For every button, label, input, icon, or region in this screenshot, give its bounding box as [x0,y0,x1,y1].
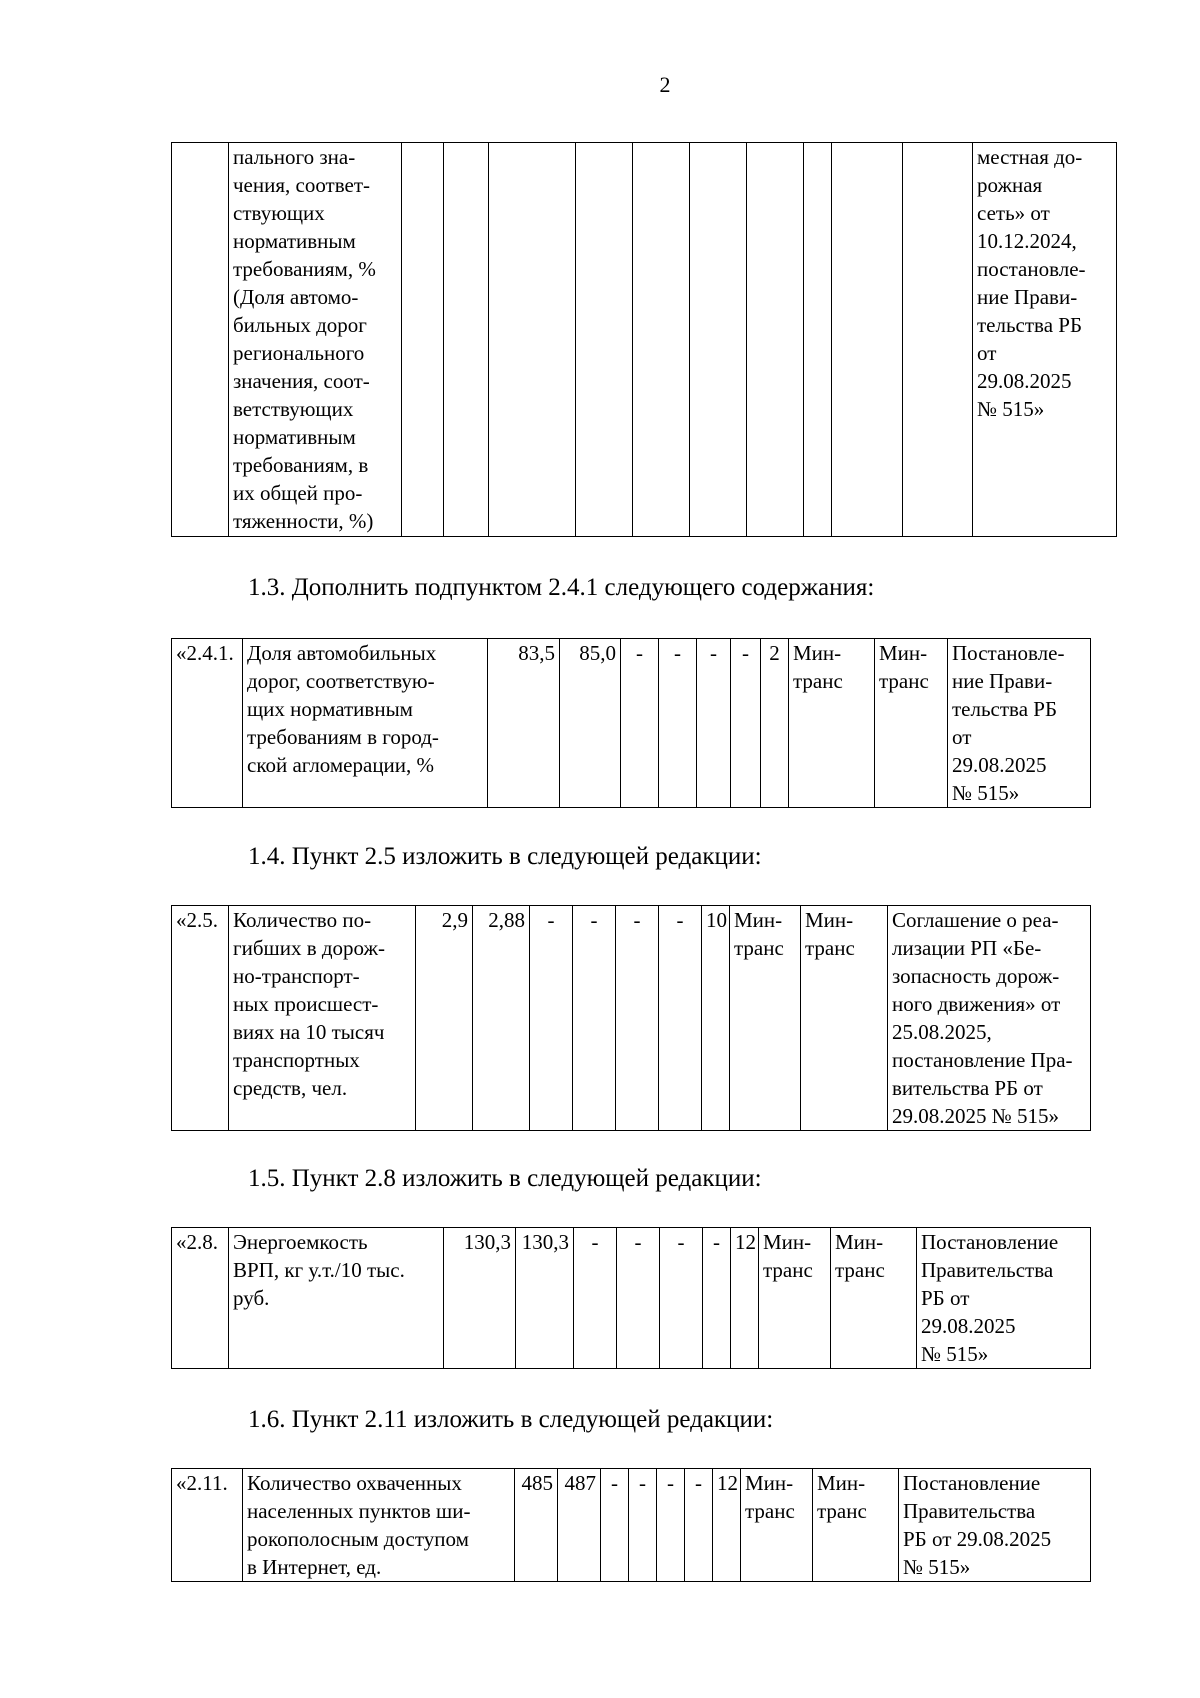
cell-source: Постановле- ние Прави- тельства РБ от 29.08.2025 № 515» [948,639,1091,808]
section-heading-1-5: 1.5. Пункт 2.8 изложить в следующей редакции: [248,1165,762,1192]
cell-value-2: 85,0 [560,639,621,808]
cell-empty [576,143,633,537]
cell-responsible-1: Мин- транс [789,639,875,808]
section-heading-1-4: 1.4. Пункт 2.5 изложить в следующей редакции: [248,843,762,870]
cell-dash: - [629,1469,657,1582]
cell-empty [832,143,903,537]
cell-value-1: 83,5 [488,639,560,808]
table-row [172,143,1117,537]
cell-empty [444,143,489,537]
cell-dash: - [703,1228,731,1369]
cell-code: 10 [702,906,730,1131]
cell-dash: - [621,639,659,808]
table-row [172,1469,1091,1582]
cell-empty [633,143,690,537]
cell-code: 12 [713,1469,741,1582]
table-continuation [171,142,1117,537]
cell-indicator: Количество охваченных населенных пунктов ши- рокополосным доступом в Интернет, ед. [243,1469,515,1582]
cell-num: «2.5. [172,906,229,1131]
cell-value-2: 2,88 [473,906,530,1131]
cell-responsible-2: Мин- транс [875,639,948,808]
table-row [172,1228,1091,1369]
cell-dash: - [697,639,731,808]
cell-source: Соглашение о реа- лизации РП «Бе- зопасность дорож- ного движения» от 25.08.2025, постановление Пра- вительства РБ от 29.08.2025 № 515» [888,906,1091,1131]
cell-empty [747,143,804,537]
cell-source: местная до- рожная сеть» от 10.12.2024, постановле- ние Прави- тельства РБ от 29.08.2025 № 515» [973,143,1117,537]
section-heading-1-6: 1.6. Пункт 2.11 изложить в следующей редакции: [248,1406,774,1433]
cell-value-1: 2,9 [416,906,473,1131]
cell-dash: - [685,1469,713,1582]
cell-num: «2.8. [172,1228,229,1369]
cell-indicator: Доля автомобильных дорог, соответствую- щих нормативным требованиям в город- ской агломерации, % [243,639,488,808]
cell-responsible-1: Мин- транс [759,1228,831,1369]
cell-value-2: 487 [558,1469,601,1582]
table-item-2-11 [171,1468,1091,1582]
cell-empty [489,143,576,537]
cell-source: Постановление Правительства РБ от 29.08.2025 № 515» [917,1228,1091,1369]
cell-value-1: 485 [515,1469,558,1582]
cell-empty [402,143,444,537]
cell-dash: - [731,639,761,808]
cell-empty [903,143,973,537]
cell-dash: - [573,906,616,1131]
cell-dash: - [659,906,702,1131]
cell-value-2: 130,3 [516,1228,574,1369]
page-number: 2 [659,72,671,97]
cell-dash: - [530,906,573,1131]
cell-responsible-1: Мин- транс [730,906,801,1131]
cell-responsible-2: Мин- транс [801,906,888,1131]
cell-dash: - [657,1469,685,1582]
table-row [172,906,1091,1131]
section-heading-1-3: 1.3. Дополнить подпунктом 2.4.1 следующего содержания: [248,574,875,601]
cell-indicator: пального зна- чения, соответ- ствующих нормативным требованиям, % (Доля автомо- бильных дорог регионального значения, соот- ветствующих нормативным требованиям, в их общей про- тяженности, %) [229,143,402,537]
cell-code: 12 [731,1228,759,1369]
cell-responsible-2: Мин- транс [813,1469,899,1582]
cell-value-1: 130,3 [444,1228,516,1369]
cell-empty [690,143,747,537]
table-row [172,639,1091,808]
cell-dash: - [574,1228,617,1369]
table-item-2-4-1 [171,638,1091,808]
cell-num [172,143,229,537]
cell-dash: - [616,906,659,1131]
cell-source: Постановление Правительства РБ от 29.08.2025 № 515» [899,1469,1091,1582]
cell-dash: - [659,639,697,808]
cell-dash: - [660,1228,703,1369]
cell-num: «2.11. [172,1469,243,1582]
cell-dash: - [601,1469,629,1582]
cell-dash: - [617,1228,660,1369]
cell-code: 2 [761,639,789,808]
cell-indicator: Энергоемкость ВРП, кг у.т./10 тыс. руб. [229,1228,444,1369]
cell-indicator: Количество по- гибших в дорож- но-транспорт- ных происшест- виях на 10 тысяч транспортных средств, чел. [229,906,416,1131]
cell-empty [804,143,832,537]
table-item-2-5 [171,905,1091,1131]
cell-num: «2.4.1. [172,639,243,808]
table-item-2-8 [171,1227,1091,1369]
cell-responsible-1: Мин- транс [741,1469,813,1582]
cell-responsible-2: Мин- транс [831,1228,917,1369]
